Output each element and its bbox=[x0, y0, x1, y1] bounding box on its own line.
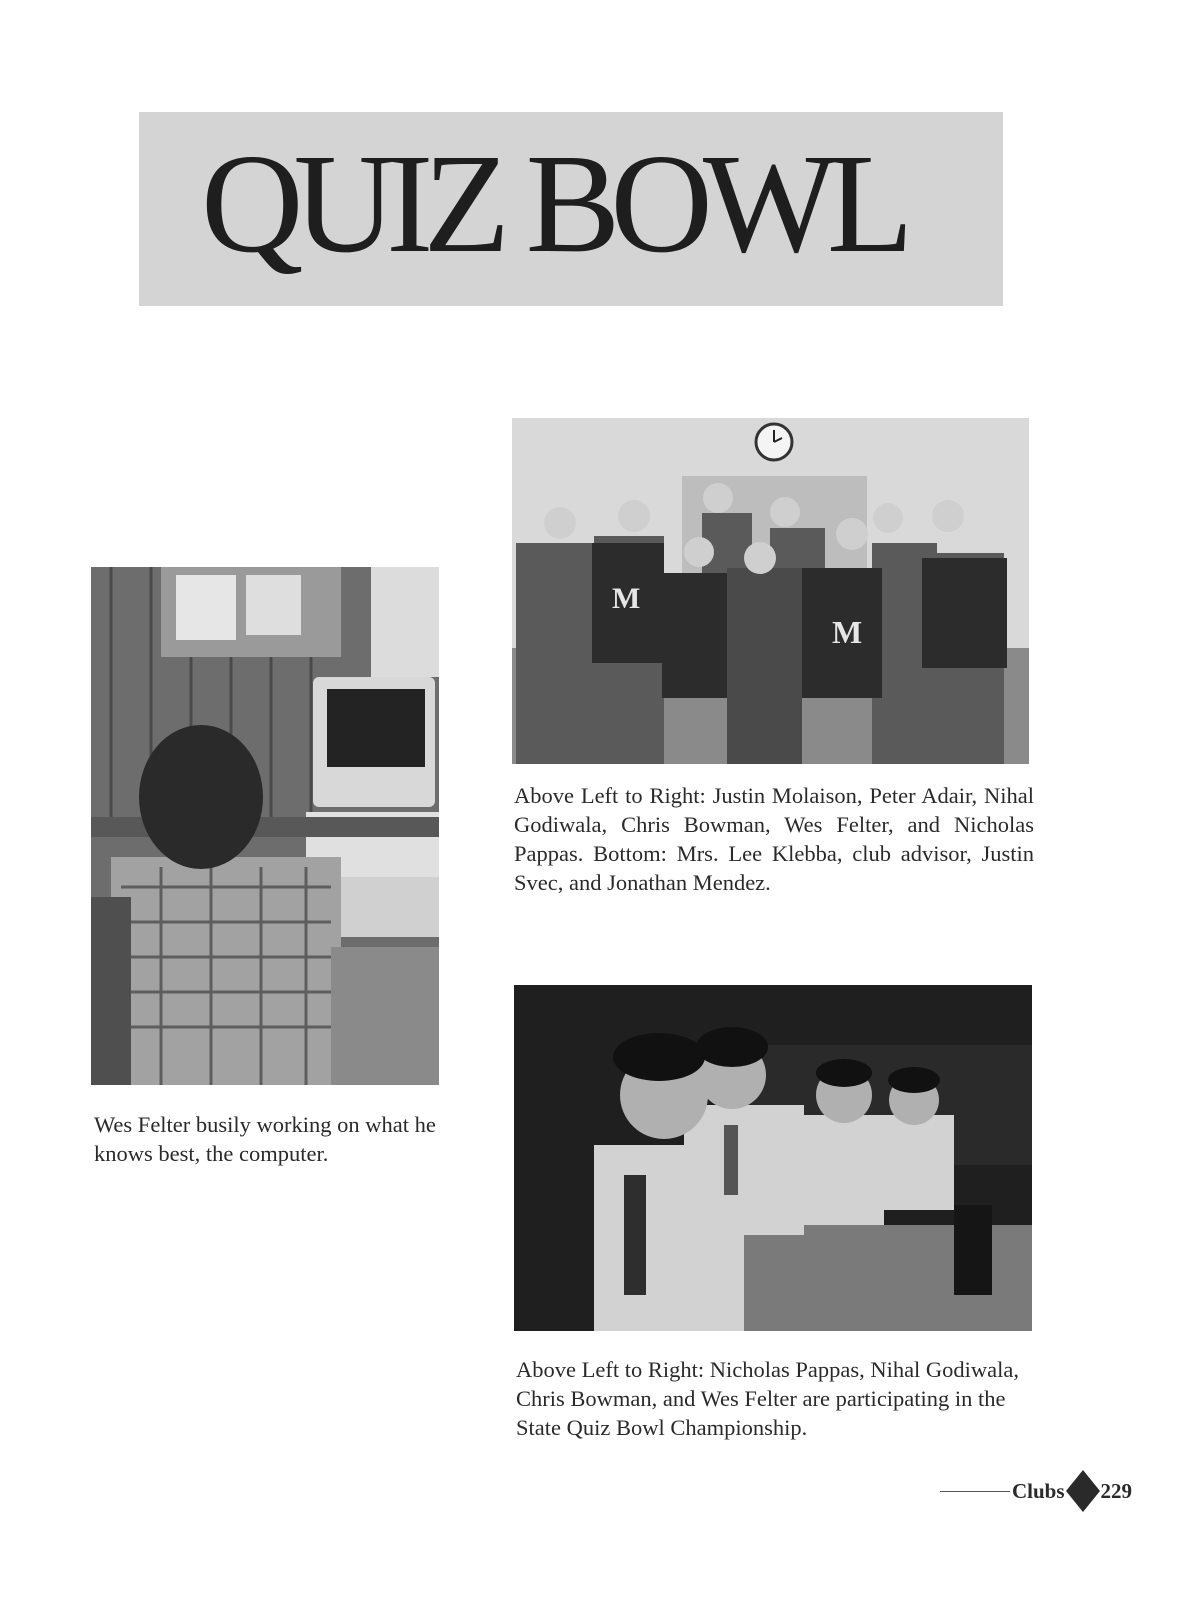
competition-photo-caption: Above Left to Right: Nicholas Pappas, Nihal Godiwala, Chris Bowman, and Wes Felter are participating in the State Quiz Bowl Championship. bbox=[516, 1357, 1020, 1440]
page-number: 229 bbox=[1100, 1478, 1132, 1503]
jacket-letter: M bbox=[612, 582, 641, 615]
diamond-icon bbox=[1066, 1470, 1100, 1512]
page-title: QUIZ BOWL bbox=[201, 124, 904, 282]
title-banner bbox=[139, 112, 1003, 306]
jacket-letter: M bbox=[832, 614, 863, 650]
section-name: Clubs bbox=[1011, 1478, 1065, 1503]
computer-photo-caption: Wes Felter busily working on what he knows best, the computer. bbox=[94, 1112, 436, 1166]
footer-rule bbox=[940, 1491, 1010, 1492]
group-photo-caption: Above Left to Right: Justin Molaison, Peter Adair, Nihal Godiwala, Chris Bowman, Wes Felter, and Nicholas Pappas. Bottom: Mrs. Lee Klebba, club advisor, Justin Svec, and Jonathan Mendez. bbox=[514, 783, 1034, 895]
group-photo bbox=[512, 418, 1029, 764]
competition-photo bbox=[514, 985, 1032, 1331]
page-footer bbox=[940, 1470, 1132, 1512]
computer-photo bbox=[91, 567, 439, 1085]
